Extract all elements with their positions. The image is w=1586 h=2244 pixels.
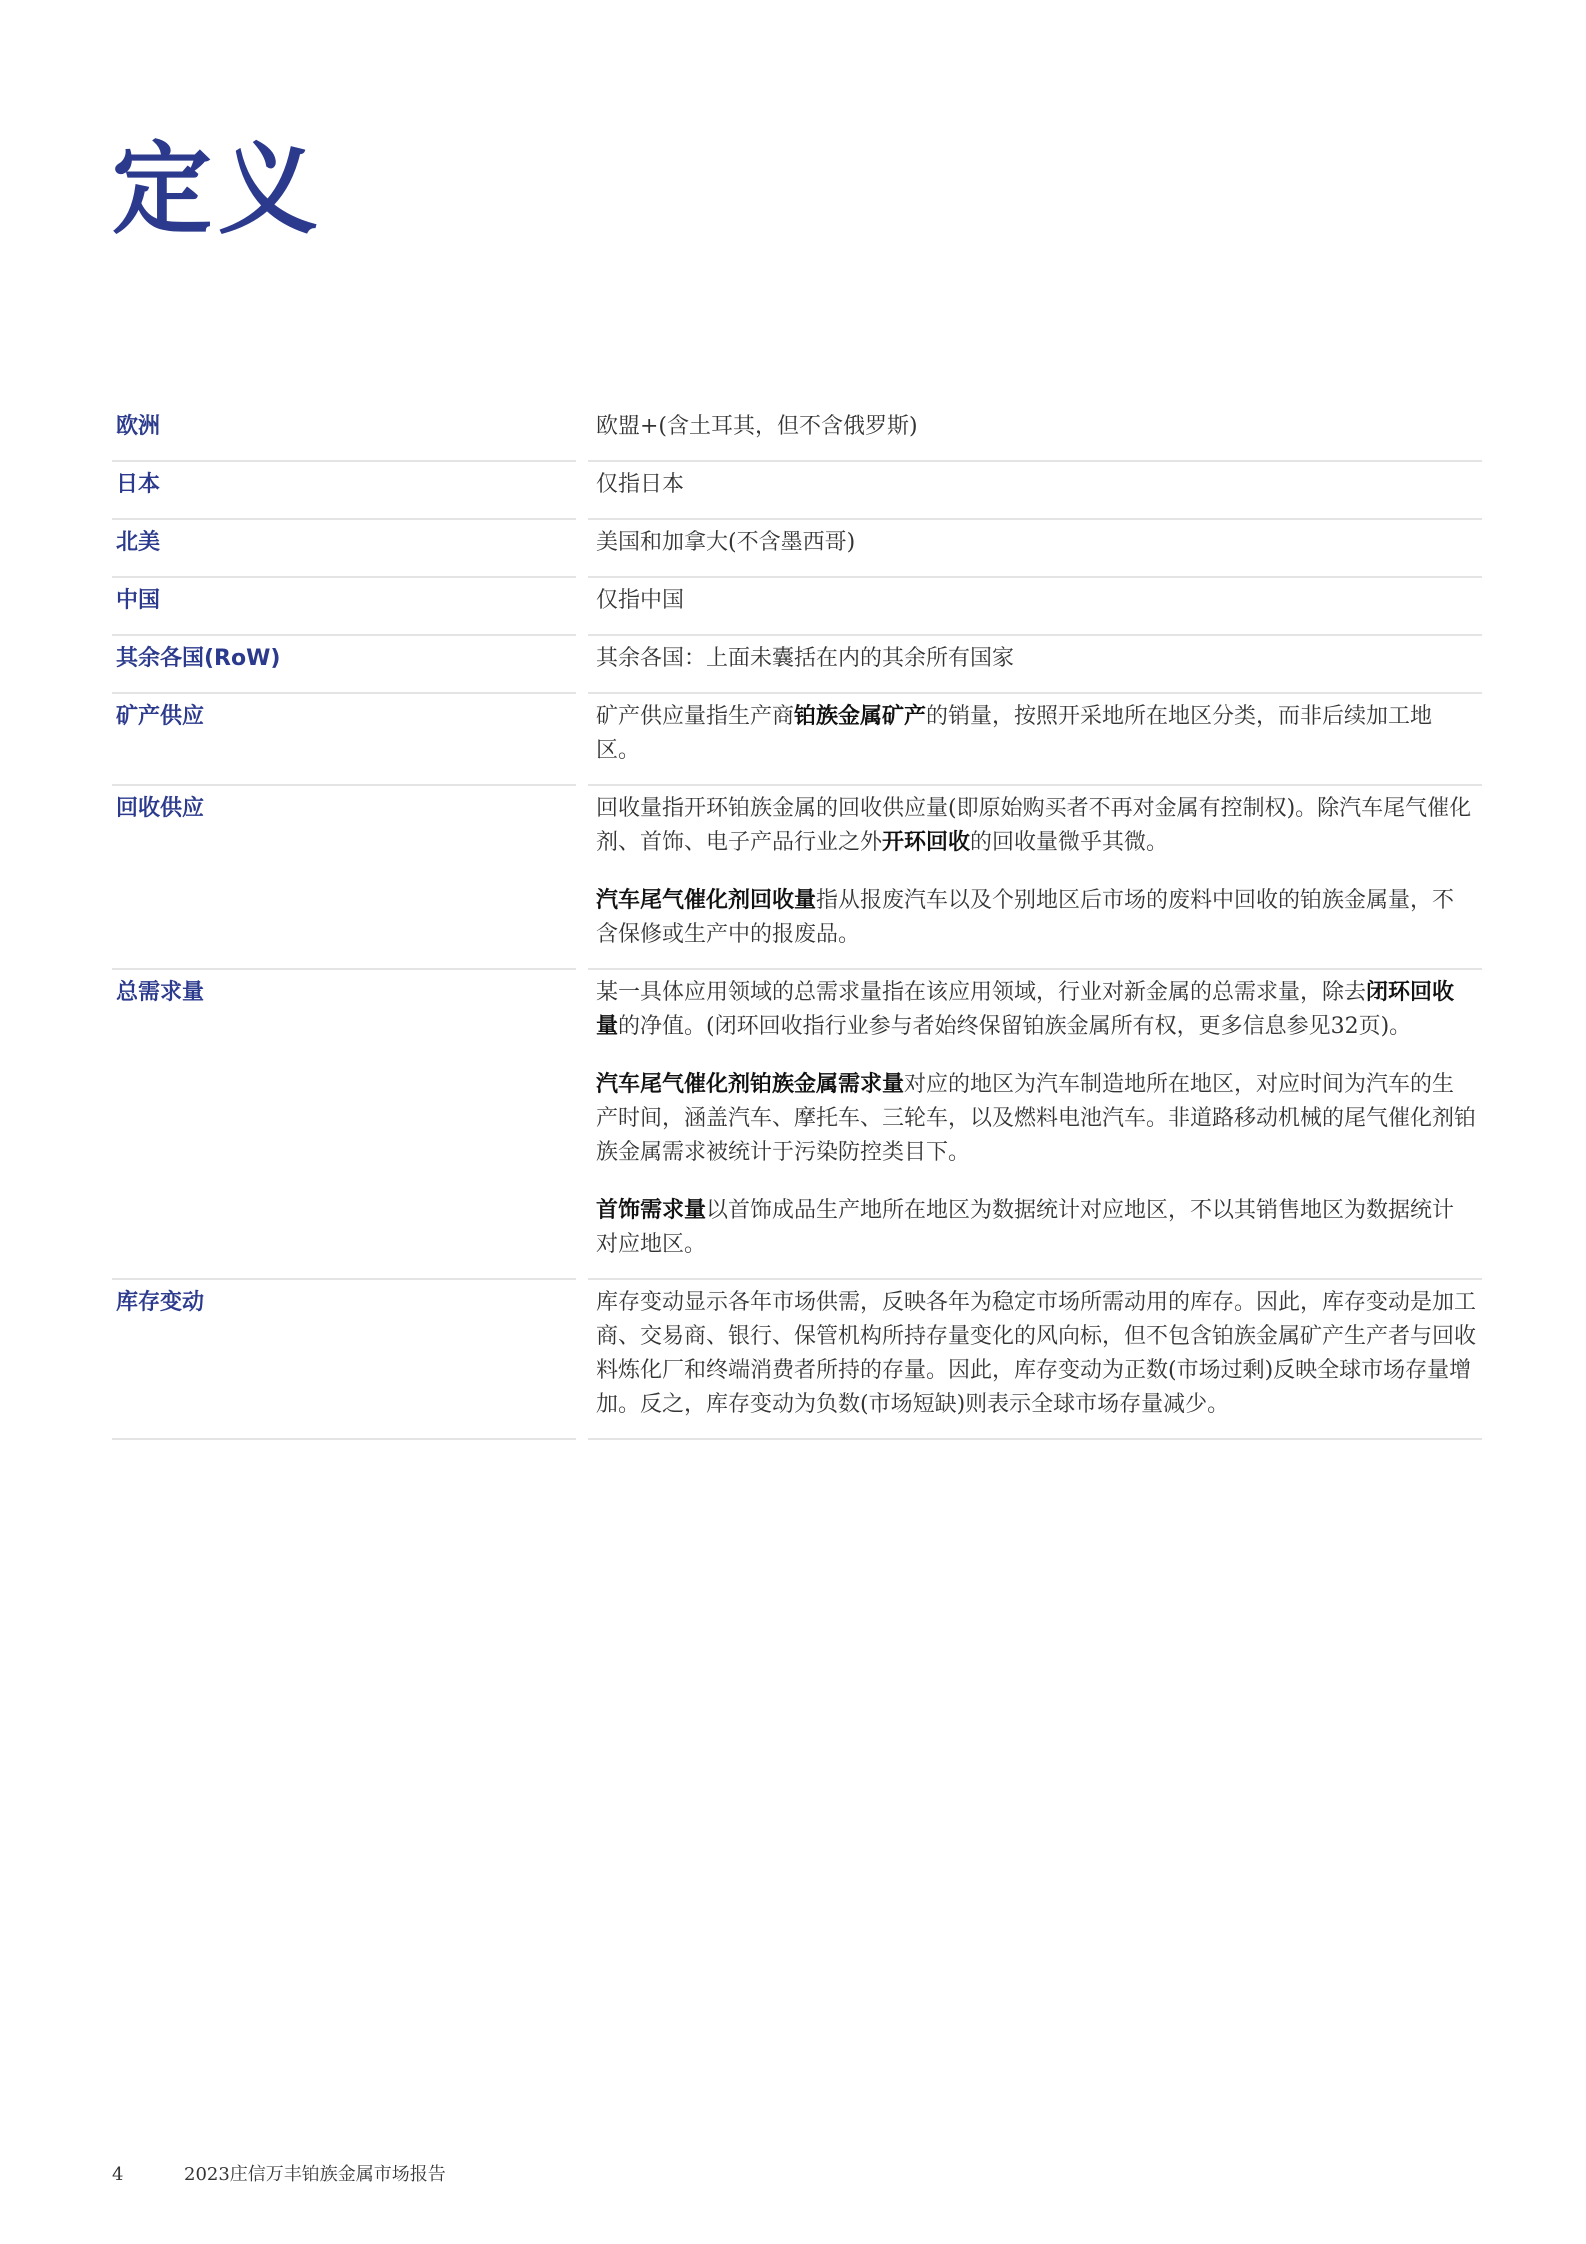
- report-title: 2023庄信万丰铂族金属市场报告: [184, 2164, 446, 2185]
- definition-paragraph: [596, 526, 1476, 560]
- text-run: 的回收量微乎其微。: [970, 830, 1169, 855]
- term-cell: [112, 970, 576, 1280]
- definitions-table: [112, 404, 1482, 1440]
- bold-term: 铂族金属矿产: [794, 704, 927, 729]
- bold-term: 首饰需求量: [596, 1198, 707, 1223]
- definition-cell: [588, 520, 1482, 578]
- definition-cell: [588, 970, 1482, 1280]
- definition-cell: [588, 1280, 1482, 1440]
- definition-row: [112, 970, 1482, 1280]
- page-title: 定义: [112, 131, 324, 248]
- text-run: 仅指中国: [596, 588, 685, 613]
- definition-term: 库存变动: [116, 1290, 205, 1315]
- text-run: 欧盟+(含土耳其，但不含俄罗斯): [596, 414, 918, 439]
- definition-paragraph: [596, 584, 1476, 618]
- text-run: 以首饰成品生产地所在地区为数据统计对应地区，不以其销售地区为数据统计对应地区。: [596, 1198, 1455, 1257]
- definition-term: 矿产供应: [116, 704, 205, 729]
- definition-cell: [588, 694, 1482, 786]
- text-run: 库存变动显示各年市场供需，反映各年为稳定市场所需动用的库存。因此，库存变动是加工商、交易商、银行、保管机构所持存量变化的风向标，但不包含铂族金属矿产生产者与回收料炼化厂和终端消费者所持的存量。因此，库存变动为正数(市场过剩)反映全球市场存量增加。反之，库存变动为负数(市场短缺)则表示全球市场存量减少。: [596, 1290, 1477, 1417]
- definition-paragraph: [596, 700, 1476, 768]
- definition-row: [112, 462, 1482, 520]
- definition-paragraph: [596, 1286, 1476, 1422]
- page-number: 4: [112, 2164, 124, 2185]
- definition-row: [112, 786, 1482, 970]
- definition-term: 回收供应: [116, 796, 205, 821]
- term-cell: [112, 404, 576, 462]
- term-cell: [112, 694, 576, 786]
- definition-paragraph: [596, 642, 1476, 676]
- definition-cell: [588, 636, 1482, 694]
- definition-term: 其余各国(RoW): [116, 646, 281, 671]
- definition-row: [112, 520, 1482, 578]
- term-cell: [112, 462, 576, 520]
- page-footer: [112, 2160, 446, 2186]
- definition-paragraph: [596, 1194, 1476, 1262]
- definition-paragraph: [596, 1068, 1476, 1170]
- definition-cell: [588, 404, 1482, 462]
- definition-paragraph: [596, 976, 1476, 1044]
- text-run: 其余各国：上面未囊括在内的其余所有国家: [596, 646, 1015, 671]
- term-cell: [112, 786, 576, 970]
- term-cell: [112, 578, 576, 636]
- text-run: 的净值。(闭环回收指行业参与者始终保留铂族金属所有权，更多信息参见32页)。: [618, 1014, 1412, 1039]
- text-run: 对应的地区为汽车制造地所在地区，对应时间为汽车的生产时间，涵盖汽车、摩托车、三轮车，以及燃料电池汽车。非道路移动机械的尾气催化剂铂族金属需求被统计于污染防控类目下。: [596, 1072, 1477, 1165]
- definition-row: [112, 404, 1482, 462]
- definition-term: 北美: [116, 530, 161, 555]
- text-run: 美国和加拿大(不含墨西哥): [596, 530, 856, 555]
- definition-term: 总需求量: [116, 980, 205, 1005]
- text-run: 矿产供应量指生产商: [596, 704, 795, 729]
- bold-term: 闭环回收量: [596, 980, 1455, 1039]
- definition-cell: [588, 578, 1482, 636]
- text-run: 仅指日本: [596, 472, 685, 497]
- bold-term: 开环回收: [882, 830, 971, 855]
- definition-term: 中国: [116, 588, 161, 613]
- definition-cell: [588, 786, 1482, 970]
- definition-paragraph: [596, 410, 1476, 444]
- bold-term: 汽车尾气催化剂铂族金属需求量: [596, 1072, 905, 1097]
- definition-row: [112, 578, 1482, 636]
- text-run: 某一具体应用领域的总需求量指在该应用领域，行业对新金属的总需求量，除去: [596, 980, 1367, 1005]
- definition-term: 日本: [116, 472, 161, 497]
- definition-paragraph: [596, 792, 1476, 860]
- bold-term: 汽车尾气催化剂回收量: [596, 888, 817, 913]
- definition-row: [112, 1280, 1482, 1440]
- definition-cell: [588, 462, 1482, 520]
- term-cell: [112, 1280, 576, 1440]
- text-run: 回收量指开环铂族金属的回收供应量(即原始购买者不再对金属有控制权)。除汽车尾气催化剂、首饰、电子产品行业之外: [596, 796, 1472, 855]
- definition-paragraph: [596, 468, 1476, 502]
- term-cell: [112, 520, 576, 578]
- definition-paragraph: [596, 884, 1476, 952]
- definition-term: 欧洲: [116, 414, 161, 439]
- definition-row: [112, 694, 1482, 786]
- text-run: 指从报废汽车以及个别地区后市场的废料中回收的铂族金属量，不含保修或生产中的报废品。: [596, 888, 1455, 947]
- definition-row: [112, 636, 1482, 694]
- term-cell: [112, 636, 576, 694]
- text-run: 的销量，按照开采地所在地区分类，而非后续加工地区。: [596, 704, 1433, 763]
